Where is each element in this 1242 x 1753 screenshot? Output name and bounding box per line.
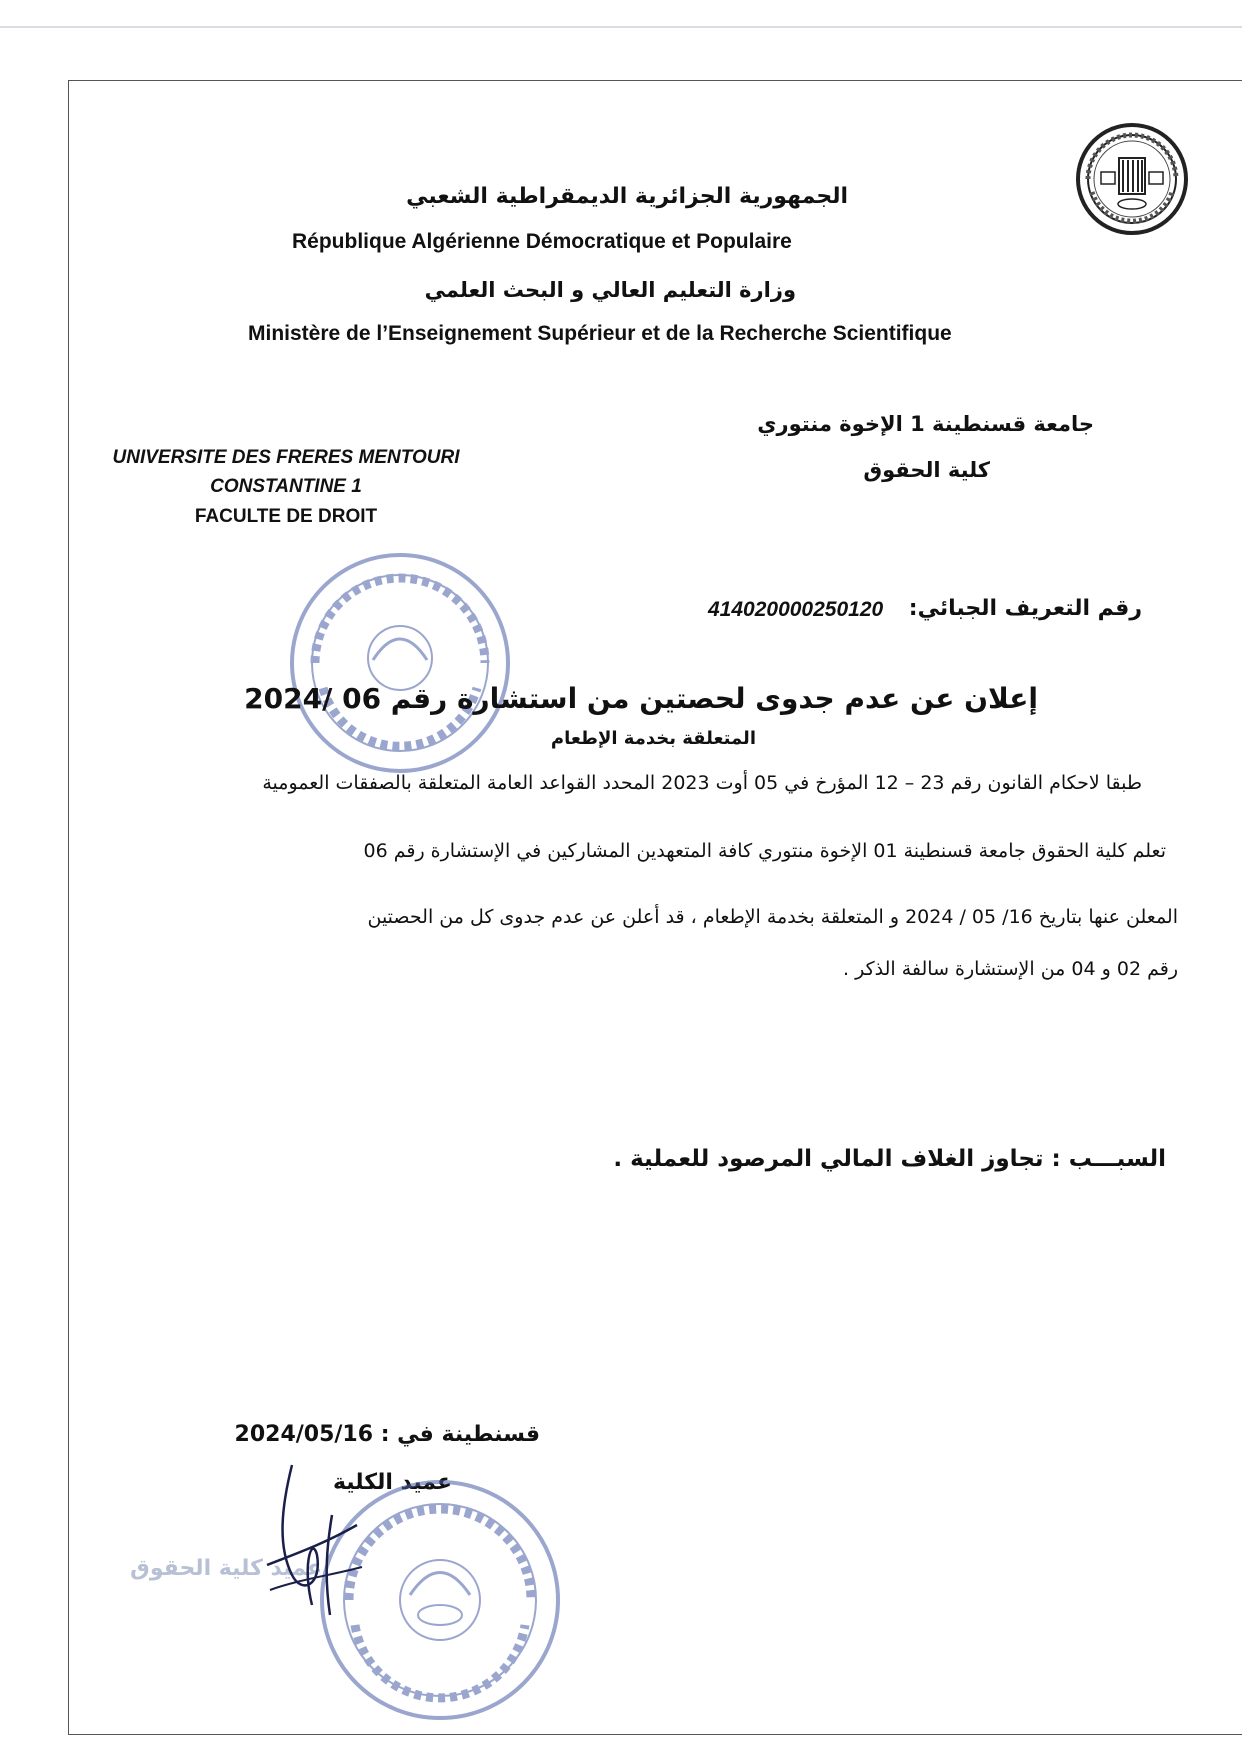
ministry-arabic: وزارة التعليم العالي و البحث العلمي [424,278,796,302]
university-french-line1: UNIVERSITE DES FRERES MENTOURI [112,447,460,468]
official-stamp-icon [285,548,515,778]
faculty-french: FACULTE DE DROIT [194,506,378,527]
signature-place-date: قسنطينة في : 2024/05/16 [234,1422,540,1447]
notice-body-line2: تعلم كلية الحقوق جامعة قسنطينة 01 الإخوة منتوري كافة المتعهدين المشاركين في الإستشارة رقم 06 [363,840,1166,862]
university-seal-icon [1075,122,1189,236]
republic-arabic: الجمهورية الجزائرية الديمقراطية الشعبي [406,184,848,209]
republic-french: République Algérienne Démocratique et Populaire [292,230,792,253]
notice-reason: السبـــب : تجاوز الغلاف المالي المرصود للعملية . [613,1146,1166,1172]
tax-id-value: 414020000250120 [708,598,884,621]
signer-title: عميد الكلية [332,1470,452,1495]
tax-id-label: رقم التعريف الجبائي: [908,596,1142,621]
notice-subtitle: المتعلقة بخدمة الإطعام [550,728,756,749]
ministry-french: Ministère de l’Enseignement Supérieur et de la Recherche Scientifique [248,322,952,345]
handwritten-signature-icon [262,1455,372,1635]
dean-stamp-text: عميد كلية الحقوق [130,1556,322,1581]
page-top-edge [0,26,1242,28]
notice-title: إعلان عن عدم جدوى لحصتين من استشارة رقم 06 /2024 [244,682,1038,715]
notice-body-line1: طبقا لاحكام القانون رقم 23 – 12 المؤرخ في 05 أوت 2023 المحدد القواعد العامة المتعلقة بالصفقات العمومية [262,772,1142,794]
university-arabic: جامعة قسنطينة 1 الإخوة منتوري [757,412,1094,436]
university-french-line2: CONSTANTINE 1 [210,476,362,497]
notice-body-line4: رقم 02 و 04 من الإستشارة سالفة الذكر . [843,958,1178,980]
notice-body-line3: المعلن عنها بتاريخ 16/ 05 / 2024 و المتعلقة بخدمة الإطعام ، قد أعلن عن عدم جدوى كل من الحصتين [367,906,1178,928]
faculty-arabic: كلية الحقوق [863,458,990,482]
